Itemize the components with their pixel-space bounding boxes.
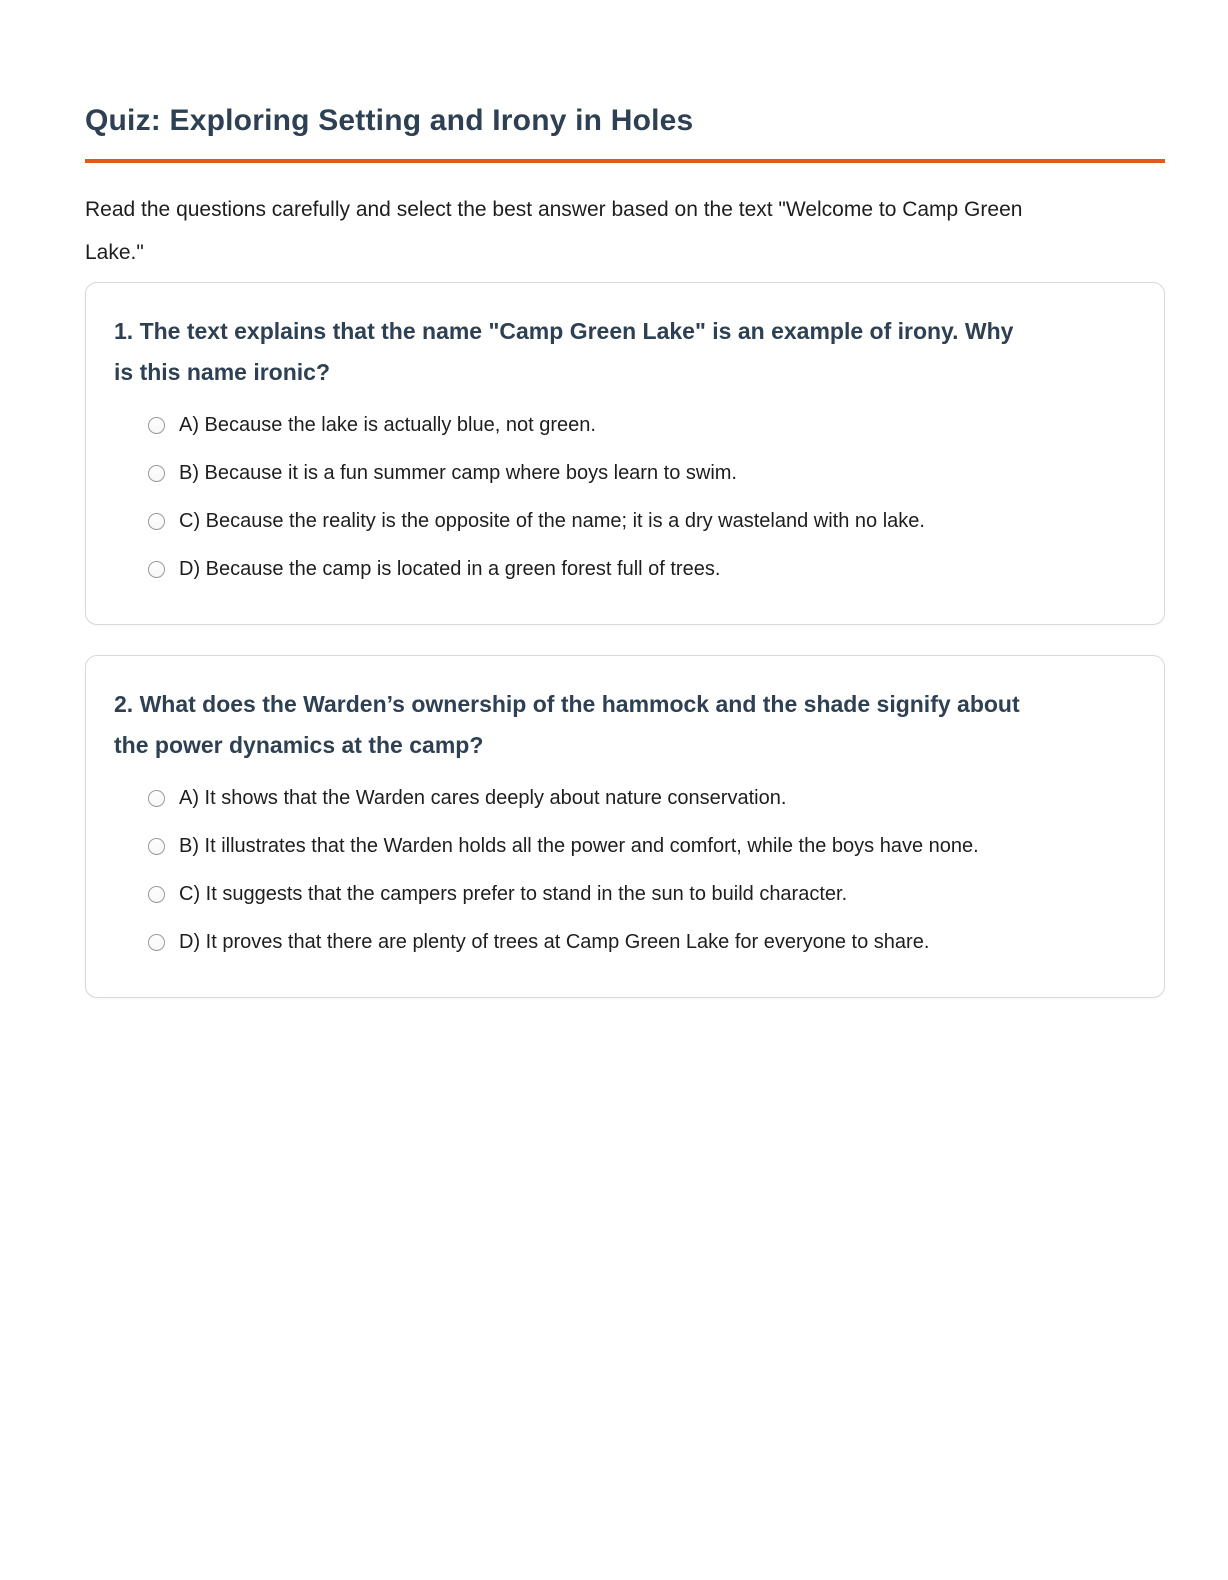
question-1-line-1: 1. The text explains that the name "Camp Green Lake" is an example of irony. Why (114, 318, 1014, 344)
intro-text (85, 188, 1165, 274)
option-label: D) It proves that there are plenty of trees at Camp Green Lake for everyone to share. (179, 931, 930, 953)
question-1-line-2: is this name ironic? (114, 359, 330, 385)
radio-button-icon[interactable] (148, 465, 165, 482)
question-card-2 (85, 655, 1165, 998)
option-label: C) It suggests that the campers prefer to stand in the sun to build character. (179, 883, 848, 905)
radio-button-icon[interactable] (148, 513, 165, 530)
radio-button-icon[interactable] (148, 561, 165, 578)
option-label: C) Because the reality is the opposite of the name; it is a dry wasteland with no lake. (179, 510, 925, 532)
question-2-option-d[interactable] (114, 918, 1136, 966)
option-label: A) It shows that the Warden cares deeply about nature conservation. (179, 787, 787, 809)
intro-line-2: Lake." (85, 241, 144, 264)
intro-line-1: Read the questions carefully and select the best answer based on the text "Welcome to Camp Green (85, 198, 1023, 221)
question-2-option-a[interactable] (114, 774, 1136, 822)
option-label: B) Because it is a fun summer camp where boys learn to swim. (179, 462, 737, 484)
quiz-page (85, 0, 1165, 998)
question-2-option-b[interactable] (114, 822, 1136, 870)
question-1-title (114, 311, 1136, 393)
question-1-options (114, 401, 1136, 593)
question-2-line-2: the power dynamics at the camp? (114, 732, 484, 758)
question-2-title (114, 684, 1136, 766)
question-1-option-d[interactable] (114, 545, 1136, 593)
question-2-option-c[interactable] (114, 870, 1136, 918)
question-1-option-c[interactable] (114, 497, 1136, 545)
option-label: A) Because the lake is actually blue, not green. (179, 414, 596, 436)
question-card-1 (85, 282, 1165, 625)
title-divider-rule (85, 159, 1165, 163)
question-2-options (114, 774, 1136, 966)
question-1-option-a[interactable] (114, 401, 1136, 449)
radio-button-icon[interactable] (148, 417, 165, 434)
option-label: D) Because the camp is located in a green forest full of trees. (179, 558, 721, 580)
question-1-option-b[interactable] (114, 449, 1136, 497)
page-title: Quiz: Exploring Setting and Irony in Holes (85, 104, 694, 137)
radio-button-icon[interactable] (148, 838, 165, 855)
radio-button-icon[interactable] (148, 934, 165, 951)
radio-button-icon[interactable] (148, 790, 165, 807)
radio-button-icon[interactable] (148, 886, 165, 903)
question-2-line-1: 2. What does the Warden’s ownership of the hammock and the shade signify about (114, 691, 1020, 717)
option-label: B) It illustrates that the Warden holds all the power and comfort, while the boys have none. (179, 835, 979, 857)
